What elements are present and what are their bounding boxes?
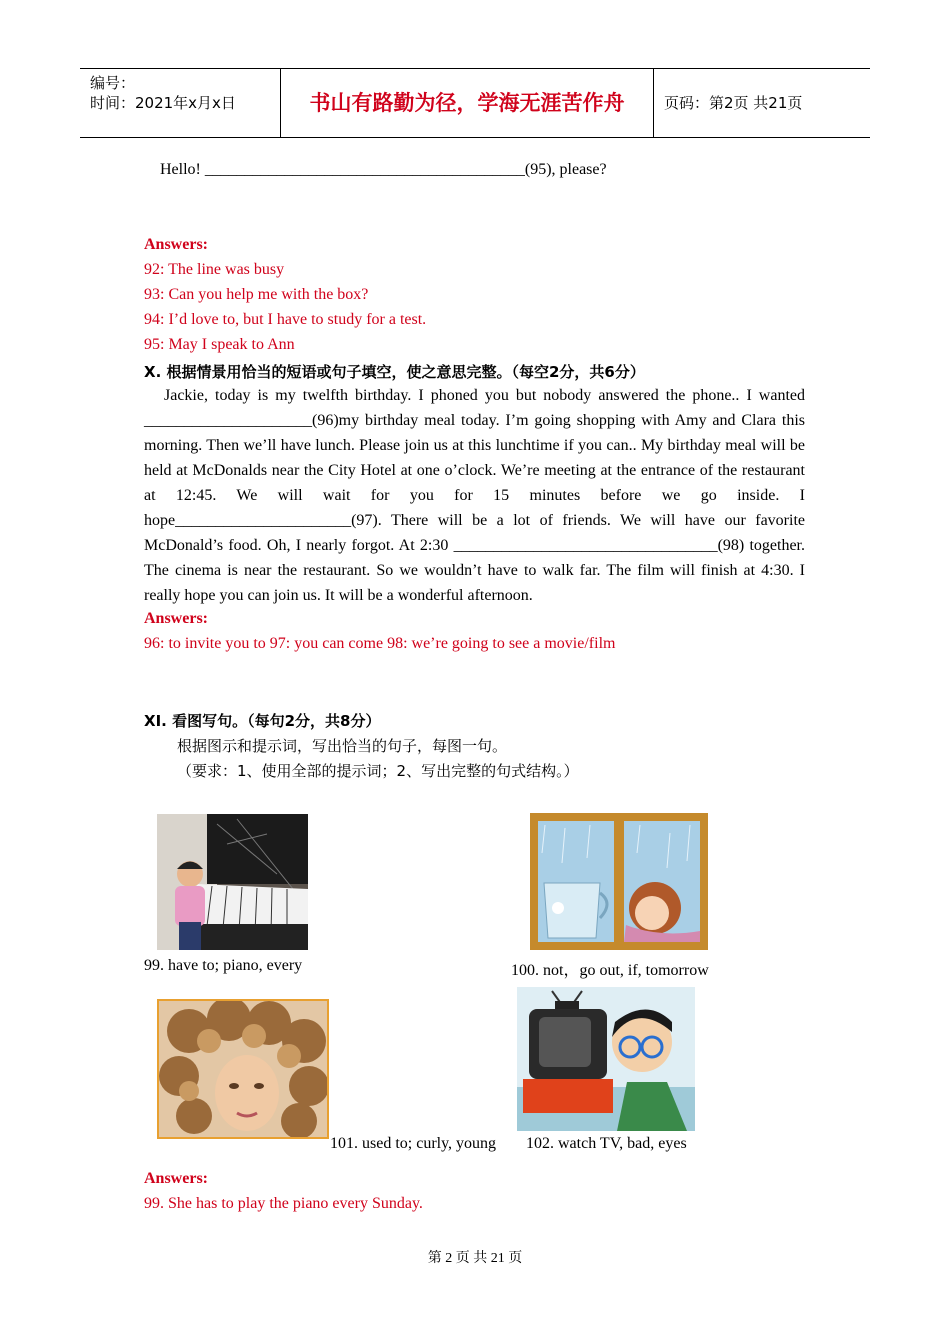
answer-93: 93: Can you help me with the box?	[144, 286, 369, 303]
q95-line: Hello! ________________________________________(95), please?	[160, 161, 607, 178]
answers1-title: Answers:	[144, 236, 208, 253]
rainy-window-picture	[530, 813, 708, 950]
time-label: 时间：2021年x月x日	[90, 94, 236, 112]
answer-94: 94: I’d love to, but I have to study for a test.	[144, 311, 427, 328]
section11-title: XI. 看图写句。（每句2分，共8分）	[144, 712, 381, 730]
watching-tv-picture	[517, 987, 695, 1131]
number-label: 编号：	[90, 74, 136, 92]
answer-99: 99. She has to play the piano every Sunday.	[144, 1195, 423, 1212]
header-page-info: 页码：第2页 共21页	[664, 94, 803, 112]
section10-answers-title: Answers:	[144, 610, 208, 627]
page-footer: 第 2 页 共 21 页	[427, 1251, 523, 1266]
caption-100: 100. not，go out, if, tomorrow	[511, 962, 709, 979]
section10-title: X. 根据情景用恰当的短语或句子填空，使之意思完整。（每空2分，共6分）	[144, 363, 645, 381]
section10-answers: 96: to invite you to 97: you can come 98: we’re going to see a movie/film	[144, 635, 616, 652]
caption-101: 101. used to; curly, young	[330, 1135, 497, 1152]
header-motto: 书山有路勤为径，学海无涯苦作舟	[281, 69, 654, 137]
section11-instruction-1: 根据图示和提示词，写出恰当的句子，每图一句。	[177, 737, 508, 755]
section10-passage: Jackie, today is my twelfth birthday. I phoned you but nobody answered the phone.. I wanted _____________________(96)my birthday meal today. I’m going shopping with Amy and Clara this morning. Then we’ll have lunch. Please join us at this lunchtime if you can.. My birthday meal will be held at McDonalds near the City Hotel at one o’clock. We’re meeting at the entrance of the restaurant at 12:45. We will wait for you for 15 minutes before we go inside. I hope______________________(97). There will be a lot of friends. We will have our favorite McDonald’s food. Oh, I nearly forgot. At 2:30 _________________________________(98) together. The cinema is near the restaurant. So we wouldn’t have to walk far. The film will finish at 4:30. I really hope you can join us. It will be a wonderful afternoon.	[144, 387, 805, 604]
answer-95: 95: May I speak to Ann	[144, 336, 295, 353]
answer-92: 92: The line was busy	[144, 261, 285, 278]
page-header	[80, 68, 870, 138]
curly-hair-photo	[157, 999, 329, 1139]
piano-photo	[157, 814, 308, 950]
section11-instruction-2: （要求：1、使用全部的提示词；2、写出完整的句式结构。）	[177, 762, 579, 780]
caption-102: 102. watch TV, bad, eyes	[526, 1135, 687, 1152]
header-meta	[80, 69, 281, 137]
section11-answers-title: Answers:	[144, 1170, 208, 1187]
caption-99: 99. have to; piano, every	[144, 957, 303, 974]
